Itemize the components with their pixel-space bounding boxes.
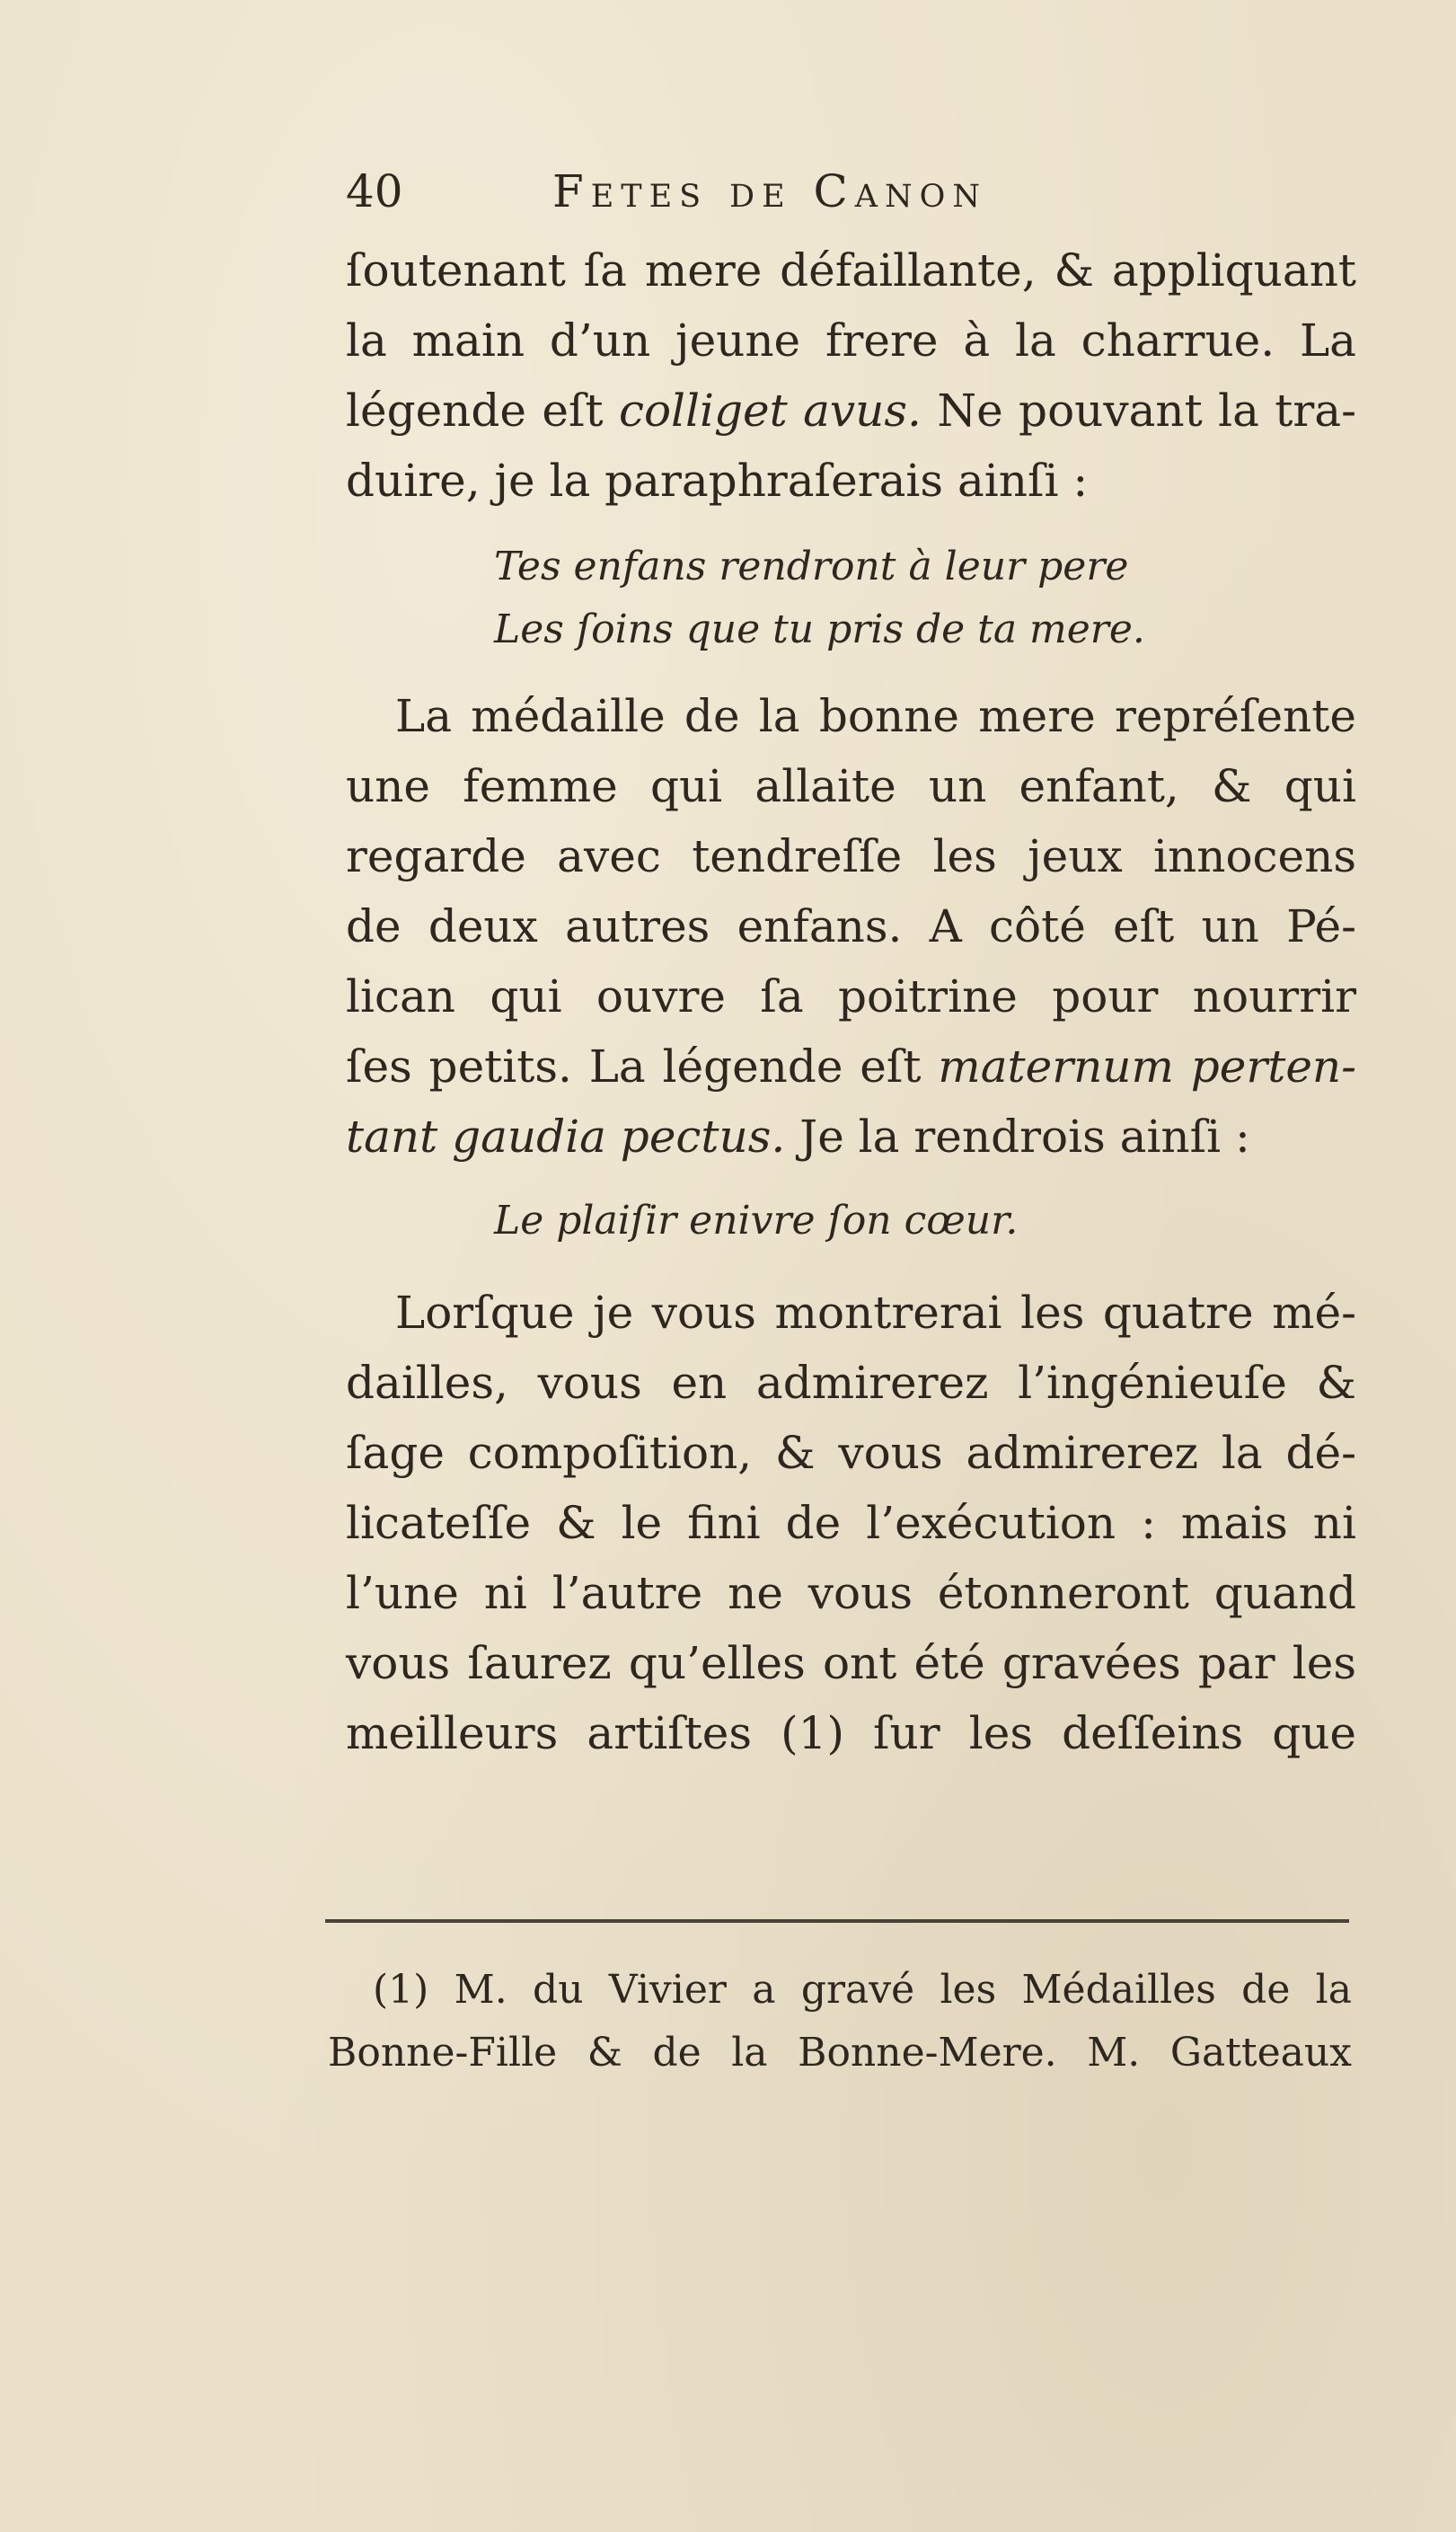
text-segment: légende eſt — [346, 385, 619, 437]
text-line: Lorſque je vous montrerai les quatre mé- — [395, 1287, 1356, 1339]
text-line: ſoutenant ſa mere défaillante, & appliquant — [346, 244, 1356, 297]
running-head: Fetes de Canon — [552, 165, 987, 217]
verse-line: Les ſoins que tu pris de ta mere. — [494, 606, 1145, 652]
text-segment: ſes petits. La légende eſt — [346, 1040, 939, 1093]
main-text — [346, 235, 1356, 1768]
footnote-line: Bonne-Fille & de la Bonne-Mere. M. Gatteaux — [328, 2030, 1352, 2076]
text-line: une femme qui allaite un enfant, & qui — [346, 760, 1356, 812]
footnote — [328, 1959, 1352, 2085]
text-line: l’une ni l’autre ne vous étonneront quand — [346, 1567, 1356, 1619]
footnote-rule — [325, 1919, 1349, 1923]
text-line — [346, 376, 1356, 446]
latin-motto: maternum perten- — [938, 1040, 1357, 1093]
text-line: duire, je la paraphraſerais ainſi : — [346, 455, 1089, 507]
text-line: regarde avec tendreſſe les jeux innocens — [346, 830, 1356, 882]
verse-line: Le plaiſir enivre ſon cœur. — [494, 1198, 1019, 1244]
text-segment: Je la rendrois ainſi : — [785, 1111, 1250, 1163]
text-line: la main d’un jeune frere à la charrue. La — [346, 314, 1356, 367]
text-line: meilleurs artiſtes (1) ſur les deſſeins que — [346, 1707, 1356, 1759]
text-line: La médaille de la bonne mere repréſente — [395, 690, 1356, 742]
page-number: 40 — [346, 165, 403, 217]
text-line — [346, 1031, 1356, 1102]
text-line: vous ſaurez qu’elles ont été gravées par les — [346, 1637, 1356, 1689]
footnote-line: (1) M. du Vivier a gravé les Médailles de la — [373, 1967, 1352, 2013]
text-line: licateſſe & le fini de l’exécution : mais ni — [346, 1497, 1356, 1549]
latin-motto: tant gaudia pectus. — [346, 1111, 786, 1163]
text-segment: Ne pouvant la tra- — [921, 385, 1357, 437]
text-line — [346, 1102, 1356, 1172]
text-line: de deux autres enfans. A côté eſt un Pé- — [346, 900, 1356, 952]
latin-motto: colliget avus. — [618, 385, 922, 437]
page-header — [346, 160, 1154, 223]
text-line: ſage compoſition, & vous admirerez la dé- — [346, 1427, 1356, 1479]
text-line: dailles, vous en admirerez l’ingénieuſe & — [346, 1357, 1356, 1409]
text-line: lican qui ouvre ſa poitrine pour nourrir — [346, 970, 1356, 1023]
verse-line: Tes enfans rendront à leur pere — [494, 544, 1129, 589]
